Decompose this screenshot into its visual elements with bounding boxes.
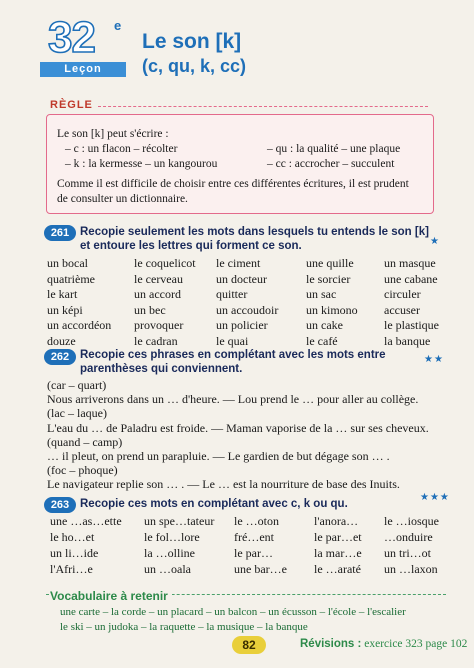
- exercise-262-line: Nous arriverons dans un … d'heure. — Lou prend le … pour aller au collège.: [47, 392, 419, 407]
- rule-note-2: de consulter un dictionnaire.: [57, 193, 188, 205]
- exercise-261-instruction-1: Recopie seulement les mots dans lesquels tu entends le son [k]: [80, 226, 429, 238]
- exercise-261-word: un bocal: [47, 256, 88, 270]
- lesson-label: Leçon: [40, 62, 126, 77]
- exercise-261-word: un accoudoir: [216, 302, 279, 317]
- page-subtitle: (c, qu, k, cc): [142, 56, 247, 76]
- rule-heading: RÈGLE: [50, 99, 93, 111]
- rule-qu: – qu : la qualité – une plaque: [267, 143, 401, 155]
- exercise-261-word: un accordéon: [47, 318, 112, 332]
- exercise-261-word: une quille: [306, 256, 354, 270]
- exercise-263-word: le ho…et: [50, 530, 95, 544]
- exercise-263-word: l'anora…: [314, 514, 359, 528]
- exercise-262-line: (quand – camp): [47, 434, 123, 449]
- revisions-text: exercice 323 page 102: [364, 638, 468, 650]
- exercise-261-word: le cadran: [134, 333, 178, 348]
- lesson-number: 32: [48, 13, 95, 62]
- exercise-261-word: un sac: [306, 287, 337, 301]
- exercise-263-word: le …araté: [314, 562, 361, 576]
- exercise-261-word: un kimono: [306, 302, 358, 317]
- exercise-261-word: un bec: [134, 302, 166, 317]
- exercise-261-word: provoquer: [134, 318, 184, 332]
- exercise-263-word: un spe…tateur: [144, 514, 215, 528]
- exercise-262-line: … il pleut, on prend un parapluie. — Le gardien de but dégage son … .: [47, 449, 390, 463]
- exercise-262-line: Le navigateur replie son … . — Le … est la nourriture de base des Inuits.: [47, 477, 400, 492]
- page-number: 82: [232, 636, 266, 654]
- lesson-badge: [40, 13, 126, 78]
- exercise-262-number: 262: [44, 349, 76, 365]
- exercise-263-word: fré…ent: [234, 530, 274, 544]
- exercise-263-number: 263: [44, 497, 76, 513]
- rule-intro: Le son [k] peut s'écrire :: [57, 128, 169, 140]
- difficulty-stars: ★: [430, 236, 440, 247]
- rule-cc: – cc : accrocher – succulent: [267, 158, 395, 170]
- exercise-263-word: une bar…e: [234, 562, 287, 576]
- exercise-261-word: douze: [47, 333, 76, 348]
- exercise-261-word: le coquelicot: [134, 256, 196, 270]
- exercise-263-word: un tri…ot: [384, 546, 431, 560]
- rule-divider: [98, 106, 428, 107]
- exercise-263-word: …onduire: [384, 530, 433, 544]
- exercise-261-word: le cerveau: [134, 271, 183, 286]
- exercise-261-word: la banque: [384, 333, 431, 348]
- rule-c: – c : un flacon – récolter: [65, 143, 178, 155]
- exercise-263-word: le par…: [234, 546, 273, 560]
- exercise-263-instruction: Recopie ces mots en complétant avec c, k ou qu.: [80, 498, 348, 510]
- exercise-261-word: un policier: [216, 318, 268, 332]
- exercise-261-word: le kart: [47, 287, 78, 301]
- page-title: Le son [k]: [142, 30, 242, 53]
- rule-k: – k : la kermesse – un kangourou: [65, 158, 218, 170]
- exercise-261-word: un docteur: [216, 271, 267, 286]
- exercise-261-word: un masque: [384, 256, 436, 270]
- exercise-263-word: la mar…e: [314, 546, 362, 560]
- exercise-261-instruction-2: et entoure les lettres qui forment ce son.: [80, 240, 302, 252]
- vocabulary-title: Vocabulaire à retenir: [50, 589, 172, 603]
- exercise-263-word: un …laxon: [384, 562, 438, 576]
- exercise-262-instruction-2: parenthèses qui conviennent.: [80, 363, 243, 375]
- exercise-263-word: le fol…lore: [144, 530, 200, 544]
- exercise-261-word: le ciment: [216, 256, 261, 270]
- exercise-261-word: accuser: [384, 302, 420, 317]
- exercise-261-word: quatrième: [47, 271, 95, 286]
- exercise-261-word: un cake: [306, 318, 343, 332]
- exercise-261-number: 261: [44, 225, 76, 241]
- exercise-261-word: circuler: [384, 287, 421, 301]
- exercise-261-word: le plastique: [384, 318, 439, 332]
- revisions-label: Révisions :: [300, 638, 362, 650]
- exercise-263-word: un li…ide: [50, 546, 99, 560]
- rule-box: [46, 114, 434, 214]
- exercise-262-line: L'eau du … de Paladru est froide. — Maman vaporise de la … sur ses cheveux.: [47, 420, 429, 435]
- exercise-263-word: le …iosque: [384, 514, 439, 528]
- exercise-261-word: un képi: [47, 302, 83, 317]
- exercise-263-word: le par…et: [314, 530, 362, 544]
- vocabulary-line-1: une carte – la corde – un placard – un balcon – un écusson – l'école – l'escalier: [60, 606, 406, 618]
- exercise-263-word: la …olline: [144, 546, 195, 560]
- exercise-261-word: le quai: [216, 333, 249, 348]
- exercise-262-instruction-1: Recopie ces phrases en complétant avec les mots entre: [80, 349, 386, 361]
- exercise-262-line: (foc – phoque): [47, 463, 118, 478]
- difficulty-stars: ★★★: [420, 492, 450, 503]
- exercise-262-line: (car – quart): [47, 378, 107, 392]
- exercise-262-line: (lac – laque): [47, 406, 107, 421]
- exercise-261-word: le café: [306, 333, 338, 348]
- rule-note-1: Comme il est difficile de choisir entre ces différentes écritures, il est prudent: [57, 178, 409, 190]
- exercise-261-word: un accord: [134, 287, 181, 301]
- exercise-261-word: quitter: [216, 287, 248, 301]
- difficulty-stars: ★★: [424, 354, 444, 365]
- exercise-263-word: le …oton: [234, 514, 279, 528]
- exercise-263-word: l'Afri…e: [50, 562, 93, 576]
- revisions-reference: [300, 638, 467, 650]
- lesson-number-suffix: e: [114, 18, 122, 33]
- exercise-261-word: une cabane: [384, 271, 438, 286]
- exercise-263-word: un …oala: [144, 562, 191, 576]
- vocabulary-line-2: le ski – un judoka – la raquette – la musique – la banque: [60, 621, 308, 633]
- exercise-263-word: une …as…ette: [50, 514, 122, 528]
- exercise-261-word: le sorcier: [306, 271, 351, 286]
